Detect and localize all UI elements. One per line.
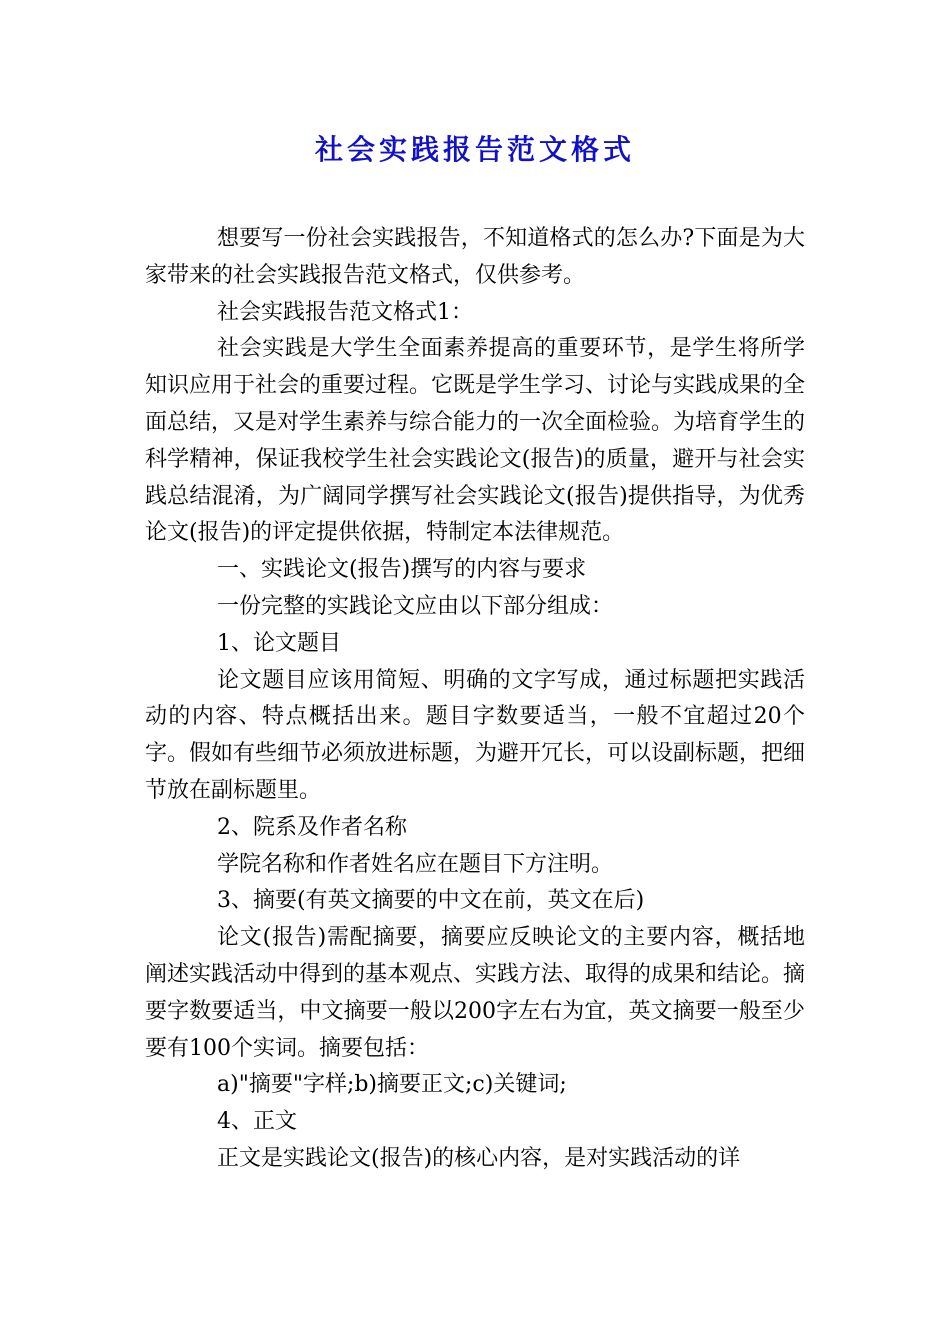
paragraph-intro: 想要写一份社会实践报告，不知道格式的怎么办?下面是为大家带来的社会实践报告范文格式，仅供参考。 — [145, 226, 806, 288]
document-title: 社会实践报告范文格式 — [314, 133, 635, 166]
paragraph-abstract-rules: 论文(报告)需配摘要，摘要应反映论文的主要内容，概括地阐述实践活动中得到的基本观点、实践方法、取得的成果和结论。摘要字数要适当，中文摘要一般以200字左右为宜，英文摘要一般至少要有100个实词。摘要包括： — [145, 925, 806, 1061]
item-heading-title: 1、论文题目 — [217, 630, 341, 656]
document-body — [145, 221, 805, 1178]
paragraph-main-text: 正文是实践论文(报告)的核心内容，是对实践活动的详 — [217, 1145, 741, 1171]
paragraph-components: 一份完整的实践论文应由以下部分组成： — [217, 593, 614, 619]
paragraph-overview: 社会实践是大学生全面素养提高的重要环节，是学生将所学知识应用于社会的重要过程。它既是学生学习、讨论与实践成果的全面总结，又是对学生素养与综合能力的一次全面检验。为培育学生的科学精神，保证我校学生社会实践论文(报告)的质量，避开与社会实践总结混淆，为广阔同学撰写社会实践论文(报告)提供指导，为优秀论文(报告)的评定提供依据，特制定本法律规范。 — [145, 336, 806, 546]
item-heading-abstract: 3、摘要(有英文摘要的中文在前，英文在后) — [217, 888, 645, 914]
item-heading-main-text: 4、正文 — [217, 1109, 297, 1135]
paragraph-sample-heading: 社会实践报告范文格式1： — [217, 299, 473, 325]
paragraph-abstract-items: a)"摘要"字样;b)摘要正文;c)关键词; — [217, 1072, 567, 1098]
paragraph-department-author: 学院名称和作者姓名应在题目下方注明。 — [217, 851, 614, 877]
section-heading-content-requirements: 一、实践论文(报告)撰写的内容与要求 — [217, 557, 587, 583]
paragraph-title-rules: 论文题目应该用简短、明确的文字写成，通过标题把实践活动的内容、特点概括出来。题目字数要适当，一般不宜超过20个字。假如有些细节必须放进标题，为避开冗长，可以设副标题，把细节放在副标题里。 — [145, 667, 806, 803]
item-heading-department-author: 2、院系及作者名称 — [217, 814, 407, 840]
